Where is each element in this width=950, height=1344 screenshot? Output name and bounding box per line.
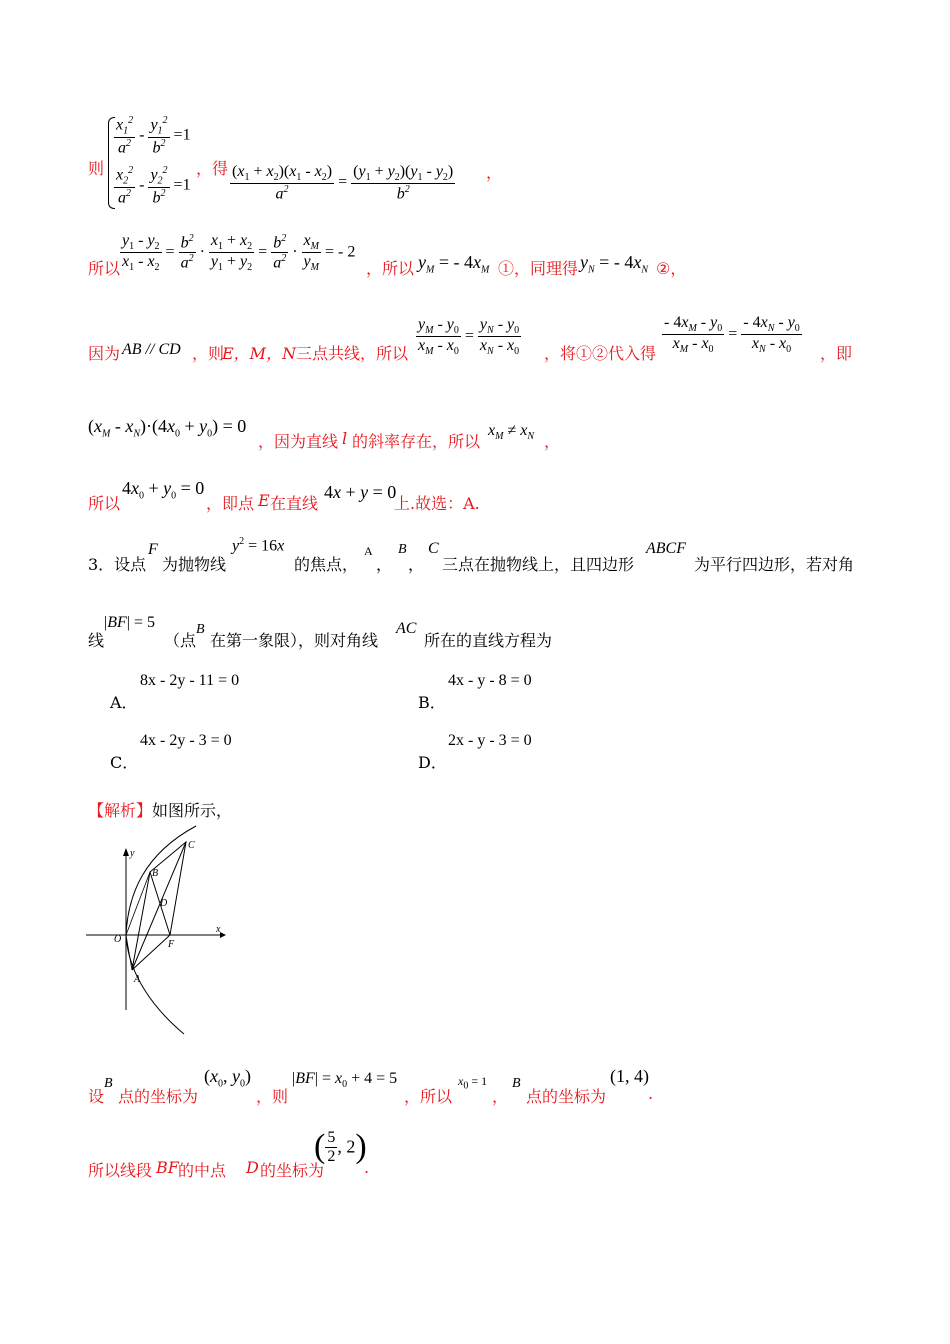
problem-t6: （点 [164, 631, 197, 650]
line5-text2: 在直线 [270, 494, 319, 513]
comma-1: ， [376, 555, 393, 574]
line2-text1: ，所以 [366, 259, 415, 278]
problem-t3: 三点在抛物线上，且四边形 [442, 555, 635, 574]
line3-intro: 因为 [88, 344, 121, 363]
sol-s8: . [648, 1084, 654, 1103]
sol-p3: 的中点 [178, 1161, 227, 1180]
line4-end: ， [544, 432, 561, 451]
solution-header: 【解析】 [88, 801, 153, 820]
fig-label-B: B [152, 868, 159, 879]
system-eq-2: $\frac{x_2^2}{a^2}$ - $\frac{y_2^2}{b^2}$ =1 [116, 165, 191, 206]
segment-OB [126, 872, 150, 935]
parabola-curve [126, 826, 196, 1034]
option-c-eq[interactable]: 4x - 2y - 3 = 0 [140, 732, 232, 749]
line3-text2: 三点共线，所以 [296, 344, 409, 363]
sol-p4: D [246, 1158, 259, 1177]
sol-p6: . [364, 1158, 370, 1177]
line4-text2: 的斜率存在，所以 [352, 432, 481, 451]
point-A: A [364, 544, 373, 558]
point-C: C [428, 540, 439, 557]
sol-coord-x0-y0: ($x_0$, $y_0$) [204, 1066, 251, 1090]
product-equation: $(x_M - x_N)\cdot(4x_0 + y_0) = 0$ [88, 416, 247, 440]
sol-s1: 设 [88, 1087, 105, 1106]
ze-text: 则 [88, 159, 105, 178]
line4-text1: ，因为直线 [258, 432, 339, 451]
point-F: F [148, 541, 158, 558]
eq1-rhs: =1 [173, 126, 191, 144]
problem-t8: 所在的直线方程为 [424, 631, 553, 650]
sol-point-B-2: B [512, 1076, 521, 1091]
line3-points: E，M，N [222, 344, 297, 363]
system-eq-1: $\frac{x_1^2}{a^2}$ - $\frac{y_1^2}{b^2}$ =1 [116, 115, 191, 156]
problem-t5: 线 [88, 631, 105, 650]
option-c-label[interactable]: C． [110, 753, 139, 772]
option-b-label[interactable]: B． [418, 693, 446, 712]
difference-equation: $\frac{(x_1 + x_2)(x_1 - x_2)}{a^2}$ = $\frac{(y_1 + y_2)(y_1 - y_2)}{b^2}$ [232, 163, 454, 203]
sol-p5: 的坐标为 [260, 1161, 325, 1180]
option-b-eq[interactable]: 4x - y - 8 = 0 [448, 672, 532, 689]
problem-t1: 为抛物线 [162, 555, 227, 574]
sol-s5: ， [492, 1087, 509, 1106]
line2-text2: ①，同理得 [498, 259, 579, 278]
yM-eq: $y_M$ = - $4x_M$ [418, 252, 490, 276]
line3-text1: ，则 [192, 344, 225, 363]
line-l: l [342, 429, 348, 448]
point-B: B [398, 542, 407, 557]
fig-label-O: O [114, 934, 122, 945]
sol-s4: ，所以 [404, 1087, 453, 1106]
sol-point-B: B [104, 1076, 113, 1091]
sol-p1: 所以线段 [88, 1161, 153, 1180]
comma-2: ， [408, 555, 425, 574]
problem-t4: 为平行四边形，若对角 [694, 555, 855, 574]
option-d-eq[interactable]: 2x - y - 3 = 0 [448, 732, 532, 749]
line3-text4: ，即 [820, 344, 853, 363]
parabola-eq: $y^2 = 16x$ [232, 536, 285, 555]
diagonal-AC: AC [396, 620, 417, 637]
line-eq-4x-y: 4x + y = 0 [324, 482, 397, 502]
solution-header-rest: 如图所示， [152, 801, 233, 820]
problem-number: 3．设点 [88, 555, 147, 574]
quad-ABCF: ABCF [646, 540, 686, 557]
collinear-equation: $\frac{y_M - y_0}{x_M - x_0}$ = $\frac{y_N - y_0}{x_N - x_0}$ [418, 316, 520, 358]
line5-text1: ，即点 [206, 494, 255, 513]
fig-label-C: C [188, 840, 195, 851]
option-a-eq[interactable]: 8x - 2y - 11 = 0 [140, 672, 240, 689]
line5-suoyi: 所以 [88, 494, 121, 513]
sol-x0-eq-1: $x_0 = 1$ [458, 1074, 488, 1092]
diagonal-AC-line [132, 842, 186, 970]
option-d-label[interactable]: D． [418, 753, 447, 772]
fig-label-A: A [134, 974, 141, 985]
point-E: E [258, 491, 270, 510]
suoyi-text: 所以 [88, 259, 121, 278]
line1-end: ， [486, 163, 503, 182]
point-E-eq: $4x_0 + y_0 = 0$ [122, 478, 205, 502]
bf-equals-5: |BF| = 5 [104, 614, 155, 631]
solution-header-line [88, 798, 232, 821]
fig-label-y: y [130, 848, 135, 859]
sol-coord-1-4: (1, 4) [610, 1066, 649, 1086]
ab-parallel-cd: AB // CD [122, 341, 181, 358]
segment-OA [126, 935, 132, 970]
slope-equation: $\frac{y_1 - y_2}{x_1 - x_2}$ = $\frac{b^2}{a^2}$ · $\frac{x_1 + x_2}{y_1 + y_2}$ = $\frac{b^2}{a^2}$ · $\frac{x_M}{y_M}$ = - 2 [122, 232, 356, 274]
sol-bf-eq: $|BF| = x_0 + 4 = 5$ [292, 1070, 398, 1091]
sol-s2: 点的坐标为 [118, 1087, 199, 1106]
y-axis-arrow [123, 848, 129, 856]
fig-label-F: F [168, 939, 175, 950]
problem-t2: 的焦点， [294, 555, 359, 574]
line3-text3: ，将①②代入得 [544, 344, 657, 363]
x-axis-arrow [220, 932, 226, 938]
sol-midpoint-coord: ( $\frac{5}{2}$ , 2) [314, 1128, 367, 1165]
eq2-rhs: =1 [173, 176, 191, 194]
sol-p2: BF [156, 1158, 179, 1177]
line5-text3: 上.故选：A. [394, 494, 480, 513]
line2-text3: ②， [656, 259, 687, 278]
sol-s3: ，则 [256, 1087, 289, 1106]
parabola-figure [84, 824, 230, 1036]
problem-t7: 在第一象限），则对角线 [210, 631, 379, 650]
point-B-2: B [196, 622, 205, 637]
xM-neq-xN: $x_M \ne x_N$ [488, 422, 535, 443]
fig-label-x: x [216, 924, 221, 935]
option-a-label[interactable]: A． [110, 693, 138, 712]
de-text: ，得 [196, 159, 229, 178]
sol-s7: 点的坐标为 [526, 1087, 607, 1106]
yN-eq: $y_N$ = - $4x_N$ [580, 252, 648, 276]
substituted-equation: $\frac{- 4x_M - y_0}{x_M - x_0}$ = $\frac{- 4x_N - y_0}{x_N - x_0}$ [664, 314, 800, 356]
fig-label-D: D [160, 898, 168, 909]
